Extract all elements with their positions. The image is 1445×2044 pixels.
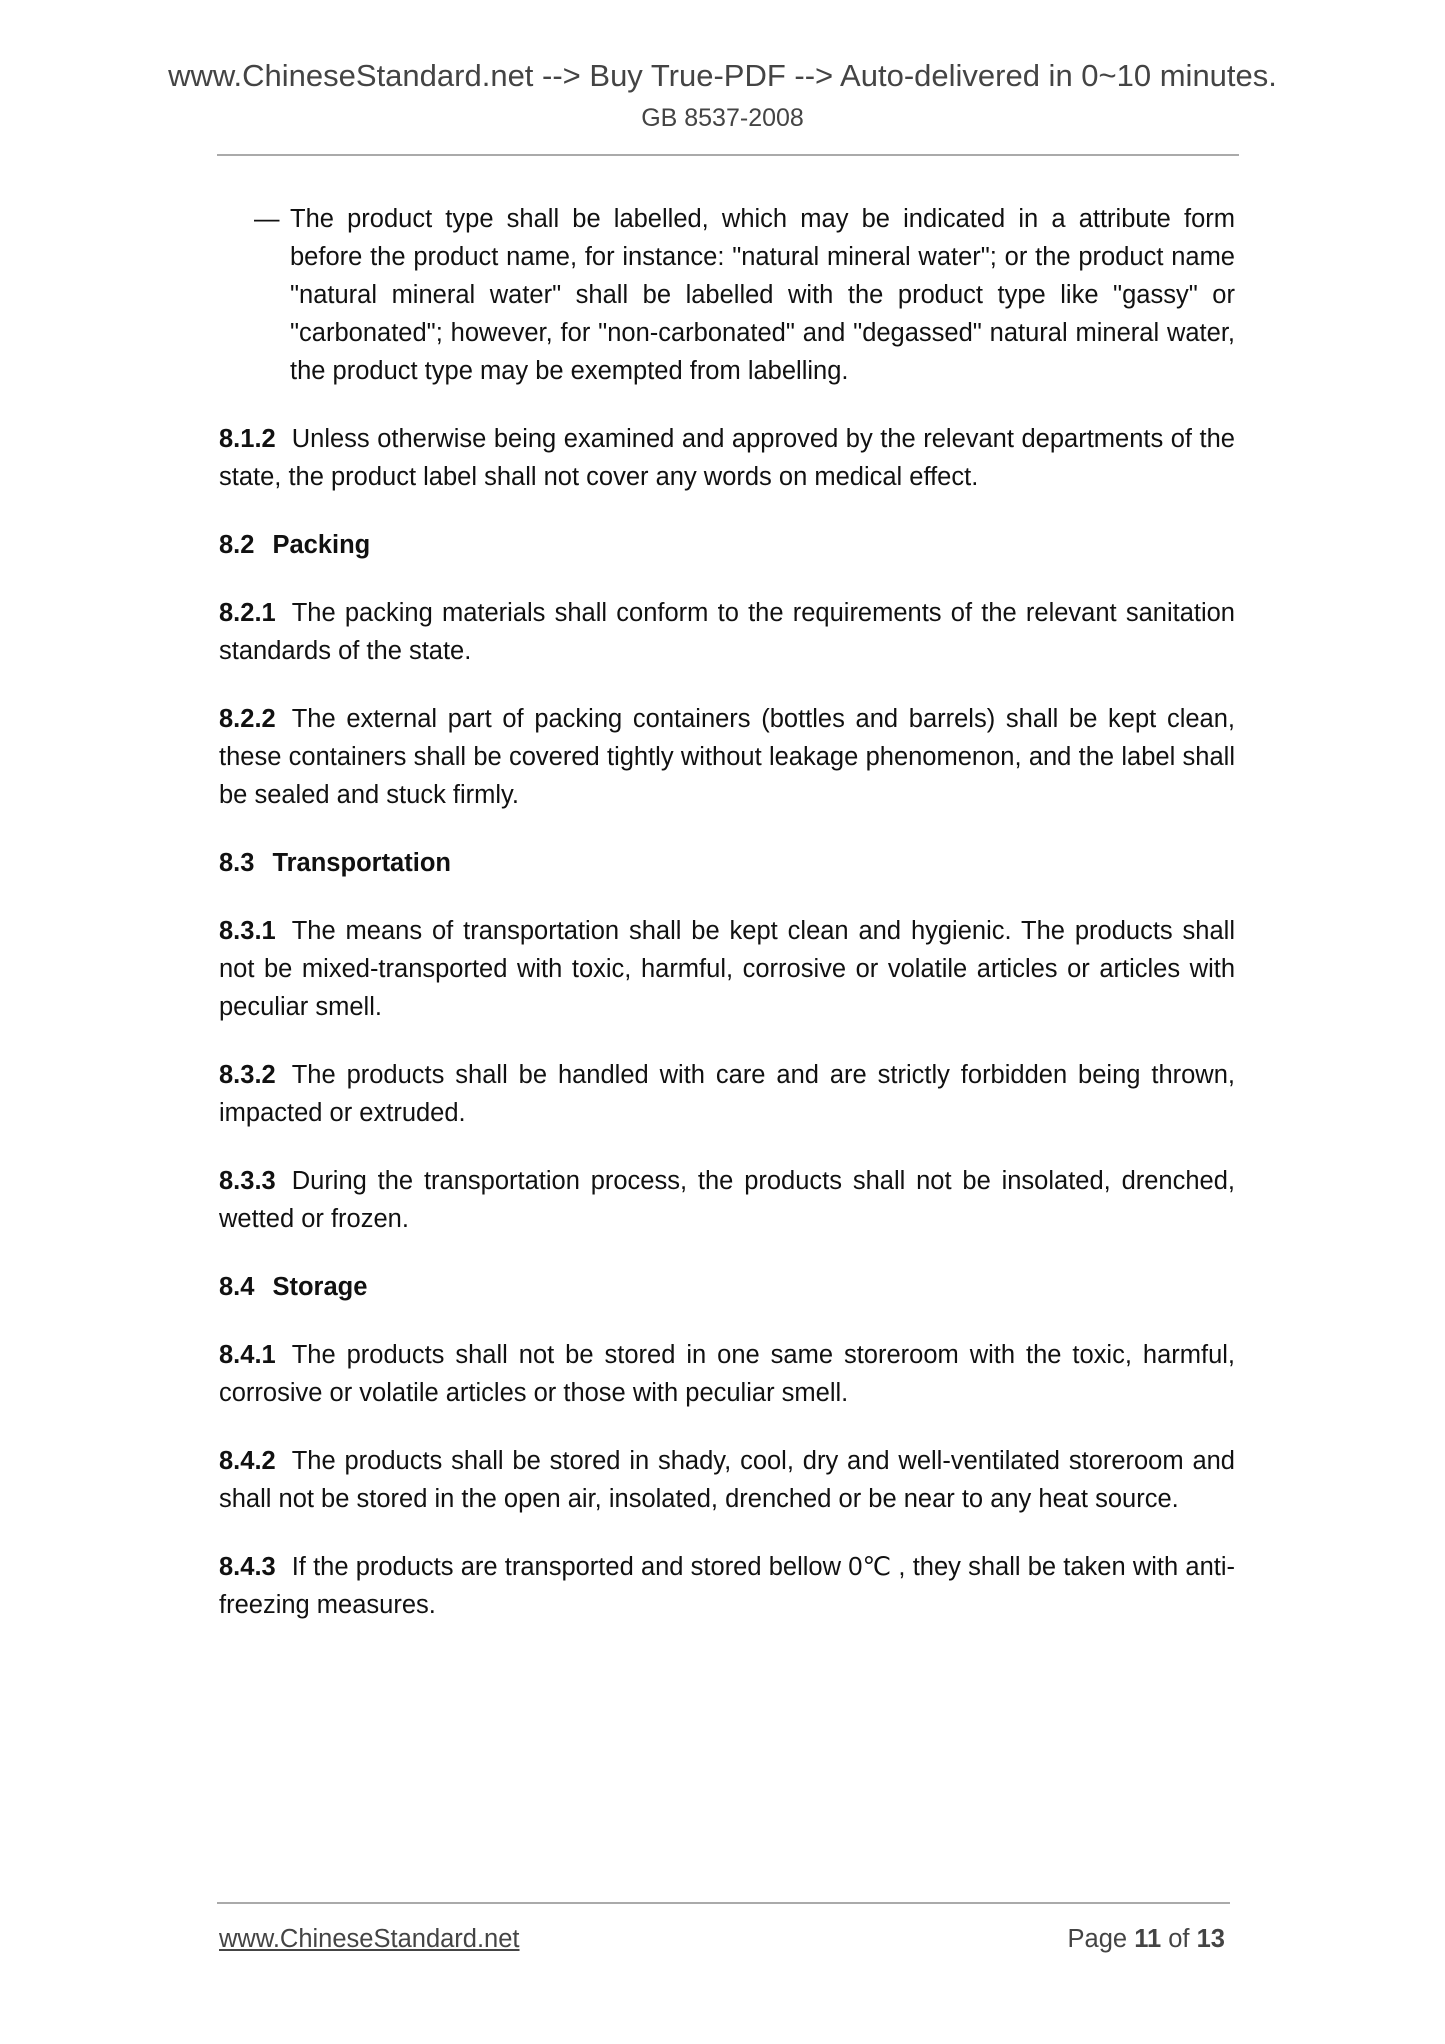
clause-text: The external part of packing containers (bottles and barrels) shall be kept clean, these containers shall be covered tightly without leakage phenomenon, and the label shall be sealed and stuck firmly. [219, 705, 1235, 809]
clause-number: 8.3.3 [219, 1167, 276, 1195]
clause-paragraph [219, 700, 1235, 814]
clause-number: 8.3.2 [219, 1061, 276, 1089]
clause-number: 8.1.2 [219, 425, 276, 453]
heading-text: Packing [272, 531, 371, 559]
clause-number: 8.2 [219, 531, 255, 559]
clause-paragraph [219, 420, 1235, 496]
clause-text: The products shall be handled with care and are strictly forbidden being thrown, impacted or extruded. [219, 1061, 1235, 1127]
clause-paragraph [219, 1162, 1235, 1238]
clause-number: 8.3.1 [219, 917, 276, 945]
footer-website-link[interactable]: www.ChineseStandard.net [219, 1925, 520, 1953]
clause-paragraph [219, 912, 1235, 1026]
page-of: of [1168, 1925, 1190, 1953]
section-heading [219, 844, 1235, 882]
clause-number: 8.3 [219, 849, 255, 877]
dash-marker: — [254, 205, 280, 233]
page-label: Page [1067, 1925, 1128, 1953]
bullet-item [219, 200, 1235, 390]
clause-paragraph [219, 1442, 1235, 1518]
section-heading [219, 526, 1235, 564]
header-divider [217, 154, 1239, 156]
clause-number: 8.2.2 [219, 705, 276, 733]
page-indicator [1068, 1925, 1225, 1954]
clause-number: 8.4.3 [219, 1553, 276, 1581]
document-body [219, 200, 1235, 1654]
bullet-text: The product type shall be labelled, which may be indicated in a attribute form before the product name, for instance: "natural mineral water"; or the product name "natural mineral water" shall be labelled with the product type like "gassy" or "carbonated"; however, for "non-carbonated" and "degassed" natural mineral water, the product type may be exempted from labelling. [290, 205, 1235, 385]
clause-number: 8.4.2 [219, 1447, 276, 1475]
section-heading [219, 1268, 1235, 1306]
header-banner: www.ChineseStandard.net --> Buy True-PDF --> Auto-delivered in 0~10 minutes. [168, 58, 1277, 93]
clause-text: The products shall not be stored in one same storeroom with the toxic, harmful, corrosive or volatile articles or those with peculiar smell. [219, 1341, 1235, 1407]
heading-text: Storage [272, 1273, 368, 1301]
clause-text: The means of transportation shall be kept clean and hygienic. The products shall not be mixed-transported with toxic, harmful, corrosive or volatile articles or articles with peculiar smell. [219, 917, 1235, 1021]
clause-number: 8.2.1 [219, 599, 276, 627]
footer-divider [217, 1902, 1230, 1904]
paragraph-list [219, 420, 1235, 1624]
clause-paragraph [219, 1056, 1235, 1132]
heading-text: Transportation [272, 849, 451, 877]
clause-text: The packing materials shall conform to the requirements of the relevant sanitation standards of the state. [219, 599, 1235, 665]
clause-text: If the products are transported and stored bellow 0℃ , they shall be taken with anti-freezing measures. [219, 1553, 1235, 1619]
clause-text: The products shall be stored in shady, cool, dry and well-ventilated storeroom and shall not be stored in the open air, insolated, drenched or be near to any heat source. [219, 1447, 1235, 1513]
clause-text: Unless otherwise being examined and approved by the relevant departments of the state, the product label shall not cover any words on medical effect. [219, 425, 1235, 491]
clause-number: 8.4.1 [219, 1341, 276, 1369]
page-current: 11 [1134, 1925, 1162, 1953]
standard-id: GB 8537-2008 [641, 104, 804, 132]
page-total: 13 [1196, 1925, 1225, 1953]
clause-text: During the transportation process, the products shall not be insolated, drenched, wetted or frozen. [219, 1167, 1235, 1233]
clause-paragraph [219, 594, 1235, 670]
clause-paragraph [219, 1336, 1235, 1412]
clause-paragraph [219, 1548, 1235, 1624]
clause-number: 8.4 [219, 1273, 255, 1301]
